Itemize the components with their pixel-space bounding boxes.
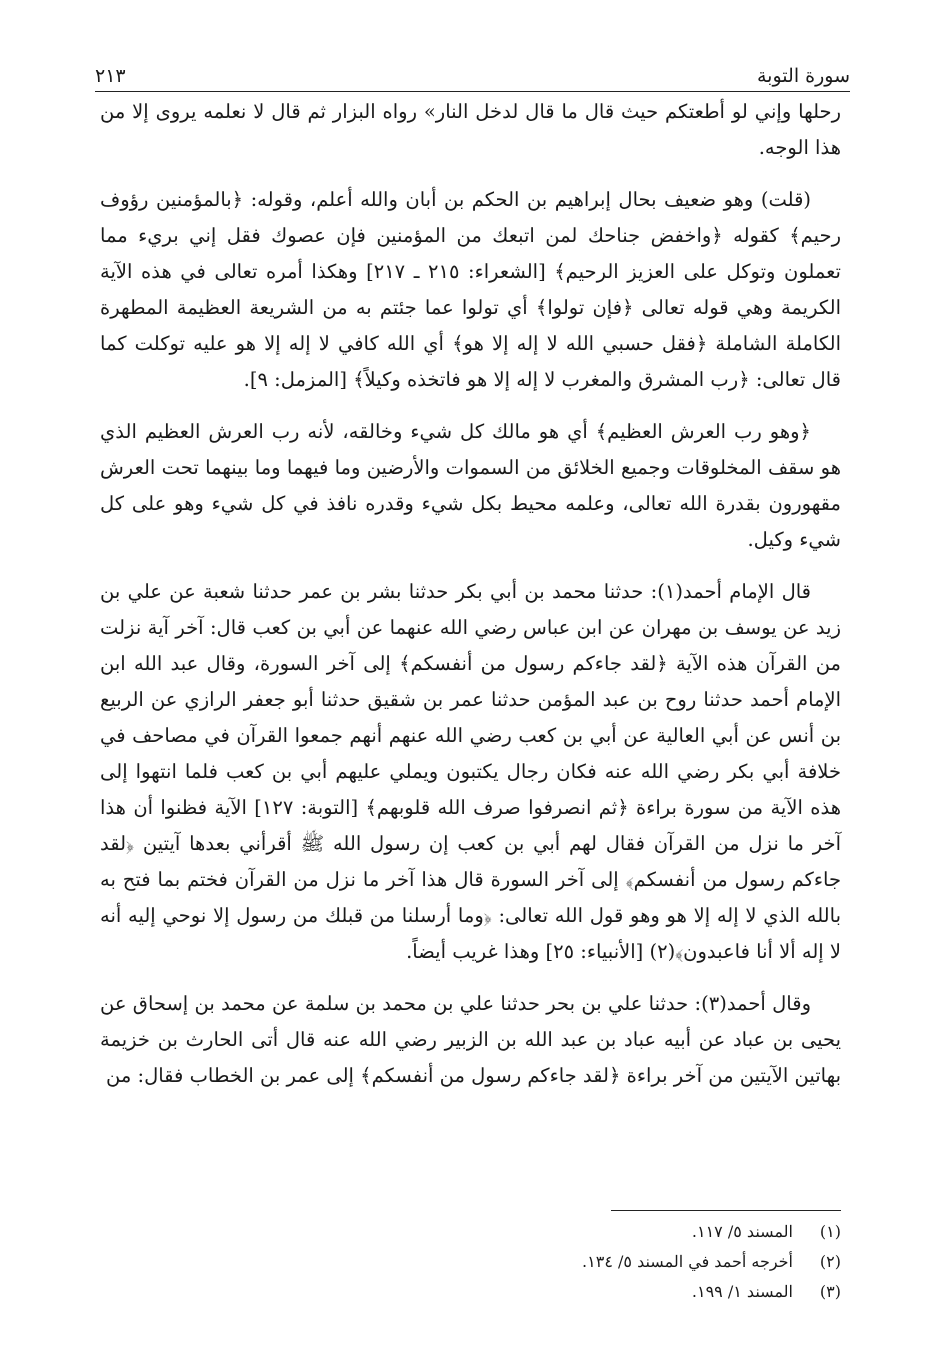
footnote-text: المسند ١/ ١٩٩. (691, 1282, 793, 1301)
footnote-number: (٣) (819, 1282, 841, 1301)
footnote-divider (611, 1210, 841, 1211)
footnote-number: (١) (819, 1222, 841, 1241)
paragraph: (قلت) وهو ضعيف بحال إبراهيم بن الحكم بن أبان والله أعلم، وقوله: ﴿بالمؤمنين رؤوف رحيم﴾ كقوله ﴿واخفض جناحك لمن اتبعك من المؤمنين فإن عصوك فقل إني بريء مما تعملون وتوكل على العزيز الرحيم﴾ [الشعراء: ٢١٥ ـ ٢١٧] وهكذا أمره تعالى في هذه الآية الكريمة وهي قوله تعالى ﴿فإن تولوا﴾ أي تولوا عما جئتم به من الشريعة العظيمة المطهرة الكاملة الشاملة ﴿فقل حسبي الله لا إله إلا هو﴾ أي الله كافي لا إله إلا هو عليه توكلت كما قال تعالى: ﴿رب المشرق والمغرب لا إله إلا هو فاتخذه وكيلاً﴾ [المزمل: ٩]. (100, 188, 841, 391)
main-text (100, 94, 841, 1110)
footnote (100, 1247, 841, 1277)
footnote-text: أخرجه أحمد في المسند ٥/ ١٣٤. (582, 1252, 793, 1271)
running-header (95, 56, 850, 92)
paragraph: قال الإمام أحمد(١): حدثنا محمد بن أبي بكر حدثنا بشر بن عمر حدثنا شعبة عن علي بن زيد عن يوسف بن مهران عن ابن عباس رضي الله عنهما عن أبي بن كعب قال: آخر آية نزلت من القرآن هذه الآية ﴿لقد جاءكم رسول من أنفسكم﴾ إلى آخر السورة، وقال عبد الله ابن الإمام أحمد حدثنا روح بن عبد المؤمن حدثنا عمر بن شقيق حدثنا أبو جعفر الرازي عن الربيع بن أنس عن أبي العالية عن أبي بن كعب رضي الله عنهم أنهم جمعوا القرآن في مصاحف في خلافة أبي بكر رضي الله عنه فكان رجال يكتبون ويملي عليهم أبي بن كعب فلما انتهوا إلى هذه الآية من سورة براءة ﴿ثم انصرفوا صرف الله قلوبهم﴾ [التوبة: ١٢٧] الآية فظنوا أن هذا آخر ما نزل من القرآن فقال لهم أبي بن كعب إن رسول الله ﷺ أقرأني بعدها آيتين ﴿لقد جاءكم رسول من أنفسكم﴾ إلى آخر السورة قال هذا آخر ما نزل من القرآن فختم بما فتح به بالله الذي لا إله إلا هو وهو قول الله تعالى: ﴿وما أرسلنا من قبلك من رسول إلا نوحي إليه أنه لا إله ألا أنا فاعبدون﴾(٢) [الأنبياء: ٢٥] وهذا غريب أيضاً. (100, 580, 841, 963)
surah-title: سورة التوبة (757, 65, 850, 87)
paragraph: رحلها وإني لو أطعتكم حيث قال ما قال لدخل النار» رواه البزار ثم قال لا نعلمه يروى إلا من هذا الوجه. (100, 100, 841, 159)
paragraph: وقال أحمد(٣): حدثنا علي بن بحر حدثنا علي بن محمد بن سلمة عن محمد بن إسحاق عن يحيى بن عباد عن أبيه عباد بن عبد الله بن الزبير رضي الله عنه قال أتى الحارث بن خزيمة بهاتين الآيتين من آخر براءة ﴿لقد جاءكم رسول من أنفسكم﴾ إلى عمر بن الخطاب فقال: من (100, 992, 841, 1087)
footnote (100, 1277, 841, 1307)
page-number: ٢١٣ (95, 65, 126, 87)
footnotes (100, 1210, 841, 1307)
footnote-number: (٢) (819, 1252, 841, 1271)
footnote-text: المسند ٥/ ١١٧. (691, 1222, 793, 1241)
footnote (100, 1217, 841, 1247)
paragraph: ﴿وهو رب العرش العظيم﴾ أي هو مالك كل شيء وخالقه، لأنه رب العرش العظيم الذي هو سقف المخلوقات وجميع الخلائق من السموات والأرضين وما فيهما وما بينهما تحت العرش مقهورون بقدرة الله تعالى، وعلمه محيط بكل شيء وقدره نافذ في كل شيء وهو على كل شيء وكيل. (100, 420, 841, 551)
